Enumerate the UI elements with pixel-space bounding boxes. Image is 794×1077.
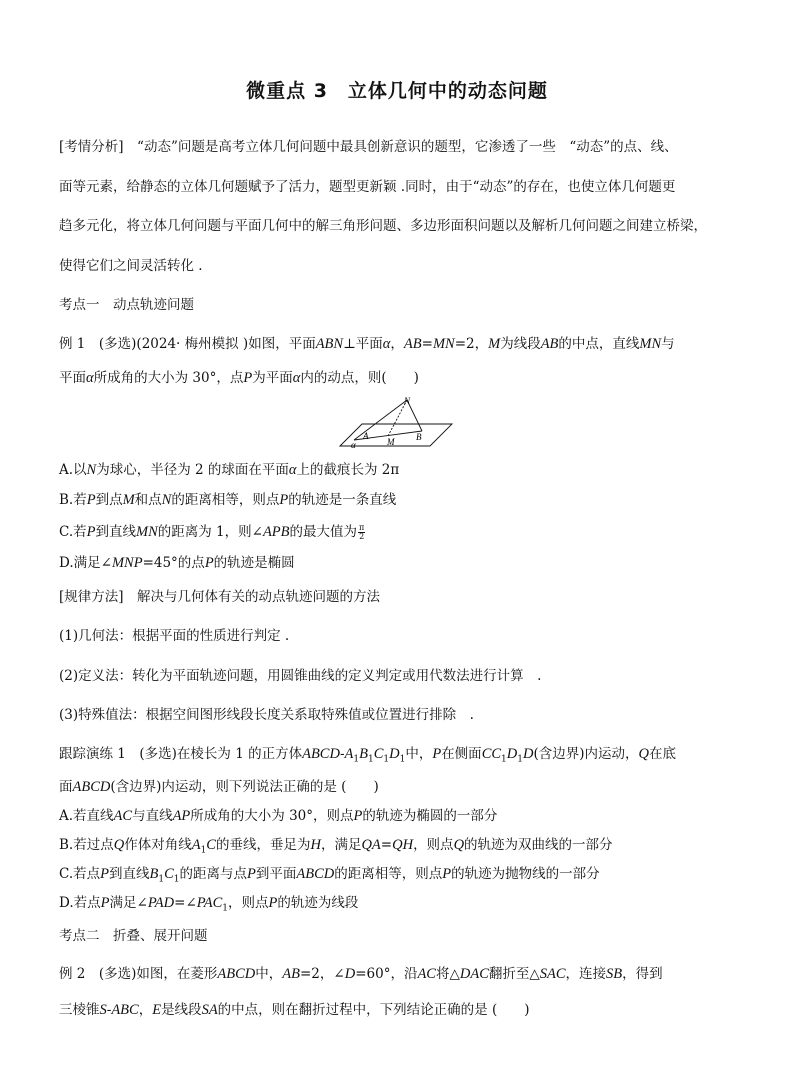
option-text: 所成角的大小为 30°，则点 [190,808,354,824]
practice1-option-d [59,893,358,919]
math-var: P [204,555,214,571]
math-var: Q [638,746,649,762]
math-var: α [288,462,297,478]
option-text: 作体对角线 [124,837,192,853]
practice-text: 面 [59,779,73,795]
math-var: P [268,895,278,911]
intro-line-3: 趋多元化，将立体几何问题与平面几何中的解三角形问题、多边形面积问题以及解析几何问题之间建立桥梁， [59,218,707,234]
math-var: A [191,837,201,853]
example1-text: (多选)(2024· 梅州模拟 )如图，平面 [98,336,316,352]
intro-line-1 [59,137,678,157]
math-var: P [279,492,289,508]
math-var: H [310,837,321,853]
subscript: 1 [517,754,523,765]
math-var: N [161,492,172,508]
option-text: 到直线 [109,866,150,882]
practice-text: 跟踪演练 1 (多选)在棱长为 1 的正方体 [59,746,303,762]
example1-text: 为线段 [500,336,541,352]
math-var: M [488,336,501,352]
math-var: P [442,866,452,882]
example2-text: - [106,1002,112,1018]
math-var: S [99,1002,107,1018]
math-var: D [389,746,400,762]
option-text: 的轨迹为双曲线的一部分 [464,837,613,853]
math-var: ABC [111,1002,139,1018]
fraction-denominator: 2 [359,532,365,541]
example1-text: 所成角的大小为 30°，点 [93,370,244,386]
example1-text: 为平面 [252,370,293,386]
method-item-1: (1)几何法：根据平面的性质进行判定 . [59,628,290,644]
example2-text: 中， [255,966,283,982]
math-var: MNP [111,555,143,571]
math-var: DAC [459,966,489,982]
subscript: 1 [501,754,507,765]
math-var: PAC [196,895,223,911]
math-var: D [344,966,356,982]
page-title: 微重点 3 立体几何中的动态问题 [246,80,548,102]
subscript: 1 [158,874,165,885]
option-text: ，则点 [228,895,269,911]
section2-heading: 考点二 折叠、展开问题 [59,928,208,944]
example2-text: =2，∠ [300,966,345,982]
example1-option-a [59,460,399,480]
practice1-option-c [59,864,600,890]
practice-text: 在侧面 [441,746,482,762]
example2-line-1 [59,964,663,984]
math-var: D [522,746,534,762]
option-text: 到点 [95,492,123,508]
subscript: 1 [200,845,207,856]
math-var: Q [113,837,125,853]
example2-text: 三棱锥 [59,1002,100,1018]
option-text: B.若 [59,492,87,508]
section1-heading: 考点一 动点轨迹问题 [59,297,194,313]
fraction-pi-over-2 [358,524,365,541]
option-text: ，满足 [320,837,362,853]
math-var: AB [540,336,559,352]
math-var: Q [453,837,465,853]
example1-label: 例 1 [59,336,86,352]
math-var: C [206,837,216,853]
practice1-line-2 [59,777,379,797]
example2-text: ， [138,1002,153,1018]
option-text: 的轨迹为抛物线的一部分 [451,866,600,882]
method-item-3: (3)特殊值法：根据空间图形线段长度关系取特殊值或位置进行排除 . [59,707,474,723]
math-var: APB [262,524,290,540]
subscript: 1 [383,754,390,765]
math-var: α [86,370,94,386]
option-text: =∠ [174,895,197,911]
practice1-option-b [59,835,613,861]
subscript: 1 [399,754,406,765]
option-text: C.若点 [59,866,101,882]
option-text: D.满足∠ [59,555,112,571]
example1-text: ， [390,336,404,352]
option-text: 为球心，半径为 2 的球面在平面 [96,462,289,478]
math-var: P [100,866,109,882]
option-text: 的轨迹为线段 [277,895,359,911]
math-var: PAD [147,895,175,911]
math-var: M [122,492,135,508]
math-var: QA [361,837,381,853]
math-var: AC [417,966,436,982]
example1-text: =2， [454,336,489,352]
option-text: D.若点 [59,895,101,911]
practice-text: (含边界)内运动，则下列说法正确的是 ( ) [110,779,379,795]
example1-line-2 [59,368,419,388]
example2-text: =60°，沿 [355,966,418,982]
math-var: P [432,746,442,762]
example2-text: 的中点，则在翻折过程中，下列结论正确的是 ( ) [217,1002,530,1018]
option-text: 到平面 [255,866,297,882]
example2-text: 例 2 (多选)如图，在菱形 [59,966,218,982]
math-var: P [243,370,253,386]
math-var: B [359,746,368,762]
math-var: P [86,492,96,508]
math-var: ABCD [72,779,111,795]
math-var: P [100,895,110,911]
example1-text: ⊥平面 [343,336,383,352]
option-text: 满足∠ [109,895,148,911]
math-var: α [292,370,301,386]
method-tag: [规律方法] [59,589,124,605]
math-var: C [373,746,384,762]
example1-option-d [59,553,295,573]
math-var: P [353,808,363,824]
option-text: 的垂线，垂足为 [215,837,311,853]
example2-line-2 [59,1000,530,1020]
math-var: ABCD [296,866,335,882]
label-N: N [404,396,411,406]
fraction-numerator: π [359,523,365,532]
practice1-option-a [59,806,497,826]
intro-text-1: “动态”问题是高考立体几何问题中最具创新意识的题型，它渗透了一些 “动态”的点、线、 [123,139,678,155]
method-title: 解决与几何体有关的动点轨迹问题的方法 [123,589,381,605]
example1-text: = [421,336,433,352]
subscript: 1 [367,754,374,765]
option-text: ，则点 [413,837,454,853]
option-text: 上的截痕长为 2π [296,462,400,478]
option-text: 的距离相等，则点 [334,866,443,882]
example2-text: ，连接 [565,966,607,982]
option-text: 与直线 [132,808,173,824]
math-var: P [86,524,96,540]
subscript: 1 [173,874,180,885]
plane-geometry-figure [338,396,454,454]
math-var: ABCD [217,966,256,982]
example1-option-c [59,522,365,542]
math-var: N [86,462,97,478]
math-var: P [247,866,256,882]
example1-text: 内的动点，则( ) [300,370,419,386]
math-var: α [382,336,391,352]
option-text: 的轨迹为椭圆的一部分 [362,808,498,824]
math-var: AC [113,808,133,824]
intro-tag: [考情分析] [59,139,124,155]
math-var: AB [403,336,422,352]
math-var: SA [201,1002,218,1018]
intro-line-4: 使得它们之间灵活转化 . [59,258,203,274]
math-var: AP [172,808,191,824]
math-var: SB [606,966,623,982]
example2-text: ，得到 [622,966,663,982]
math-var: D [506,746,518,762]
option-text: 的轨迹是一条直线 [288,492,397,508]
example2-text: 是线段 [161,1002,202,1018]
practice-text: 在底 [649,746,676,762]
example2-text: 将△ [435,966,460,982]
option-text: A.以 [59,462,87,478]
subscript: 1 [222,903,229,914]
example2-text: 翻折至△ [488,966,540,982]
example1-option-b [59,490,396,510]
option-text: 的距离与点 [179,866,247,882]
method-heading [59,587,380,607]
example1-line-1 [59,334,675,354]
option-text: = [380,837,393,853]
option-text: B.若过点 [59,837,114,853]
practice-text: - [339,746,345,762]
option-text: 的距离相等，则点 [171,492,280,508]
practice-text: (含边界)内运动， [533,746,639,762]
example1-text: 平面 [59,370,86,386]
label-M: M [387,437,395,447]
example1-text: 与 [661,336,675,352]
math-var: MN [432,336,455,352]
option-text: 的距离为 1，则∠ [157,524,263,540]
math-var: CC [481,746,502,762]
math-var: AB [282,966,300,982]
option-text: 和点 [134,492,162,508]
math-var: MN [136,524,158,540]
label-A: A [363,431,369,441]
math-var: E [152,1002,162,1018]
math-var: ABN [315,336,344,352]
practice1-line-1 [59,744,676,770]
option-text: 到直线 [95,524,136,540]
math-var: B [149,866,159,882]
practice-text: 中， [405,746,433,762]
example1-text: 的中点，直线 [558,336,640,352]
label-alpha: α [351,440,356,450]
math-var: SAC [539,966,566,982]
option-text: A.若直线 [59,808,114,824]
option-text: C.若 [59,524,87,540]
math-var: ABCD [302,746,340,762]
math-var: QH [392,837,414,853]
option-text: =45°的点 [142,555,205,571]
option-text: 的最大值为 [289,524,358,540]
intro-line-2: 面等元素，给静态的立体几何题赋予了活力，题型更新颖 .同时，由于“动态”的存在，也使立体几何题更 [59,179,676,195]
math-var: C [164,866,174,882]
math-var: A [344,746,354,762]
method-item-2: (2)定义法：转化为平面轨迹问题，用圆锥曲线的定义判定或用代数法进行计算 . [59,668,542,684]
subscript: 1 [353,754,360,765]
option-text: 的轨迹是椭圆 [213,555,295,571]
plane-alpha [340,424,452,446]
label-B: B [416,432,422,442]
math-var: MN [639,336,662,352]
